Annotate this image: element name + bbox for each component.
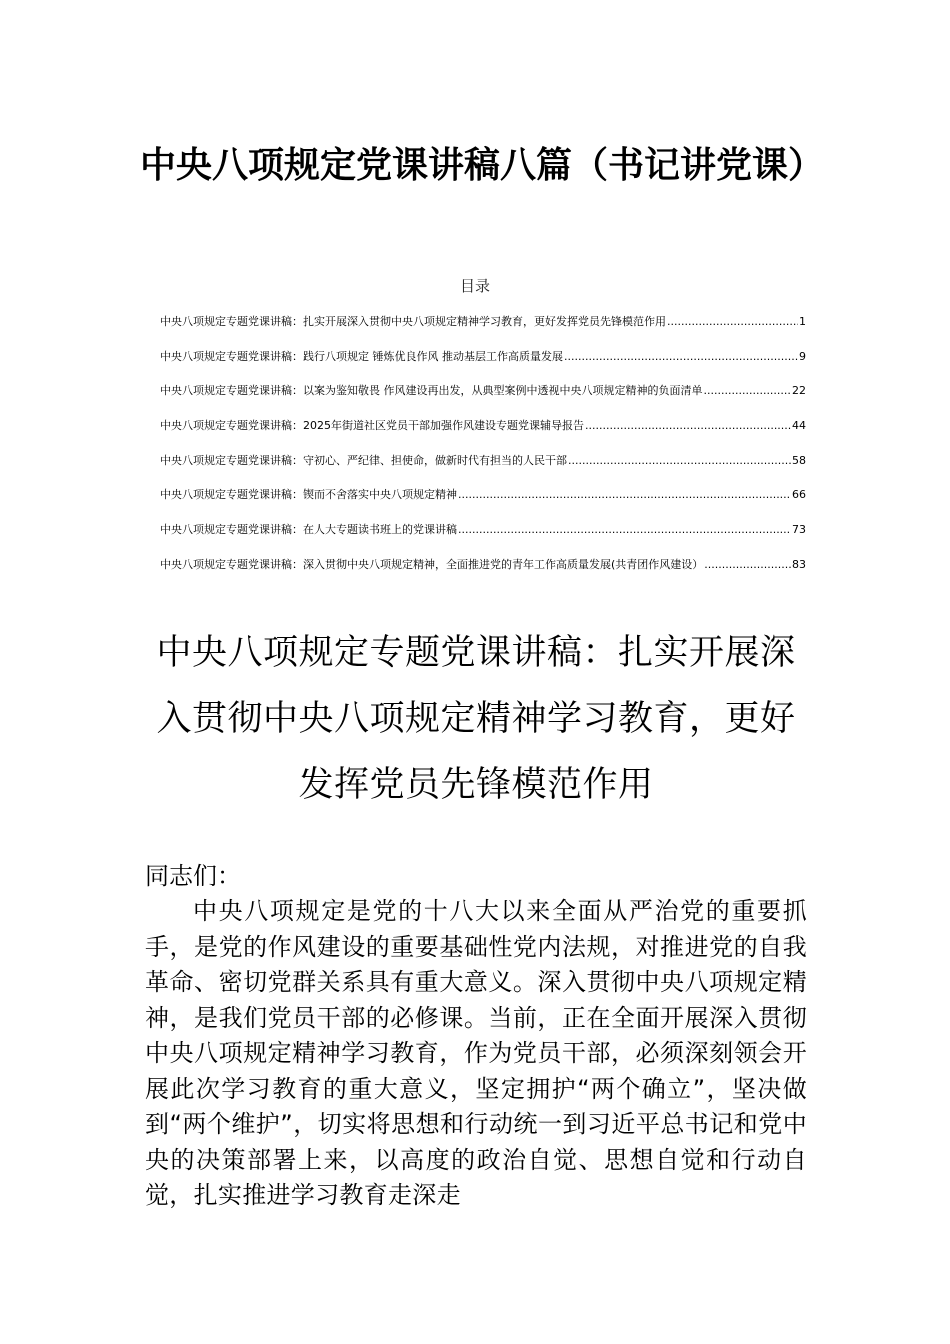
toc-entry[interactable] (160, 555, 806, 590)
toc-leader-dots (667, 312, 798, 332)
toc-entry-page: 58 (792, 453, 806, 467)
toc-leader-dots (704, 555, 791, 575)
toc-leader-dots (564, 347, 798, 367)
toc-entry-page: 1 (799, 315, 806, 328)
toc-entry-page: 22 (792, 384, 806, 398)
toc-entry-page: 44 (792, 419, 806, 433)
toc-heading: 目录 (459, 277, 490, 295)
toc-entry[interactable] (160, 485, 806, 520)
toc-entry-text: 中央八项规定专题党课讲稿：锲而不舍落实中央八项规定精神 (160, 488, 457, 502)
toc-entry-text: 中央八项规定专题党课讲稿：在人大专题读书班上的党课讲稿 (160, 523, 457, 537)
toc-entry-text: 中央八项规定专题党课讲稿：扎实开展深入贯彻中央八项规定精神学习教育，更好发挥党员先锋模范作用 (160, 315, 666, 328)
body-paragraph: 中央八项规定是党的十八大以来全面从严治党的重要抓手，是党的作风建设的重要基础性党内法规，对推进党的自我革命、密切党群关系具有重大意义。深入贯彻中央八项规定精神，是我们党员干部的必修课。当前，正在全面开展深入贯彻中央八项规定精神学习教育，作为党员干部，必须深刻领会开展此次学习教育的重大意义，坚定拥护“两个确立”，坚决做到“两个维护”，切实将思想和行动统一到习近平总书记和党中央的决策部署上来，以高度的政治自觉、思想自觉和行动自觉，扎实推进学习教育走深走 (145, 897, 807, 1209)
section-title: 中央八项规定专题党课讲稿：扎实开展深入贯彻中央八项规定精神学习教育，更好发挥党员先锋模范作用 (156, 633, 796, 805)
greeting: 同志们： (145, 862, 241, 890)
document-title: 中央八项规定党课讲稿八篇（书记讲党课） (140, 145, 825, 186)
toc-entry-page: 66 (792, 488, 806, 502)
toc-leader-dots (704, 381, 792, 401)
toc-leader-dots (458, 485, 791, 505)
toc-leader-dots (585, 416, 791, 436)
toc-entry-text: 中央八项规定专题党课讲稿：践行八项规定 锤炼优良作风 推动基层工作高质量发展 (160, 349, 563, 363)
toc-entry-page: 73 (792, 523, 806, 537)
toc-entry[interactable] (160, 451, 806, 486)
table-of-contents (160, 312, 806, 590)
toc-entry-text: 中央八项规定专题党课讲稿：以案为鉴知敬畏 作风建设再出发，从典型案例中透视中央八项规定精神的负面清单 (160, 384, 703, 398)
toc-entry-text: 中央八项规定专题党课讲稿：2025年街道社区党员干部加强作风建设专题党课辅导报告 (160, 419, 584, 433)
toc-entry-page: 83 (792, 557, 806, 571)
toc-entry-text: 中央八项规定专题党课讲稿：守初心、严纪律、担使命，做新时代有担当的人民干部 (160, 453, 567, 467)
toc-entry[interactable] (160, 520, 806, 555)
toc-entry-page: 9 (799, 349, 806, 363)
toc-entry[interactable] (160, 312, 806, 347)
toc-leader-dots (458, 520, 791, 540)
toc-entry[interactable] (160, 347, 806, 382)
toc-leader-dots (568, 451, 791, 471)
toc-entry[interactable] (160, 416, 806, 451)
toc-entry[interactable] (160, 381, 806, 416)
toc-entry-text: 中央八项规定专题党课讲稿：深入贯彻中央八项规定精神，全面推进党的青年工作高质量发展(共青团作风建设） (160, 557, 704, 571)
